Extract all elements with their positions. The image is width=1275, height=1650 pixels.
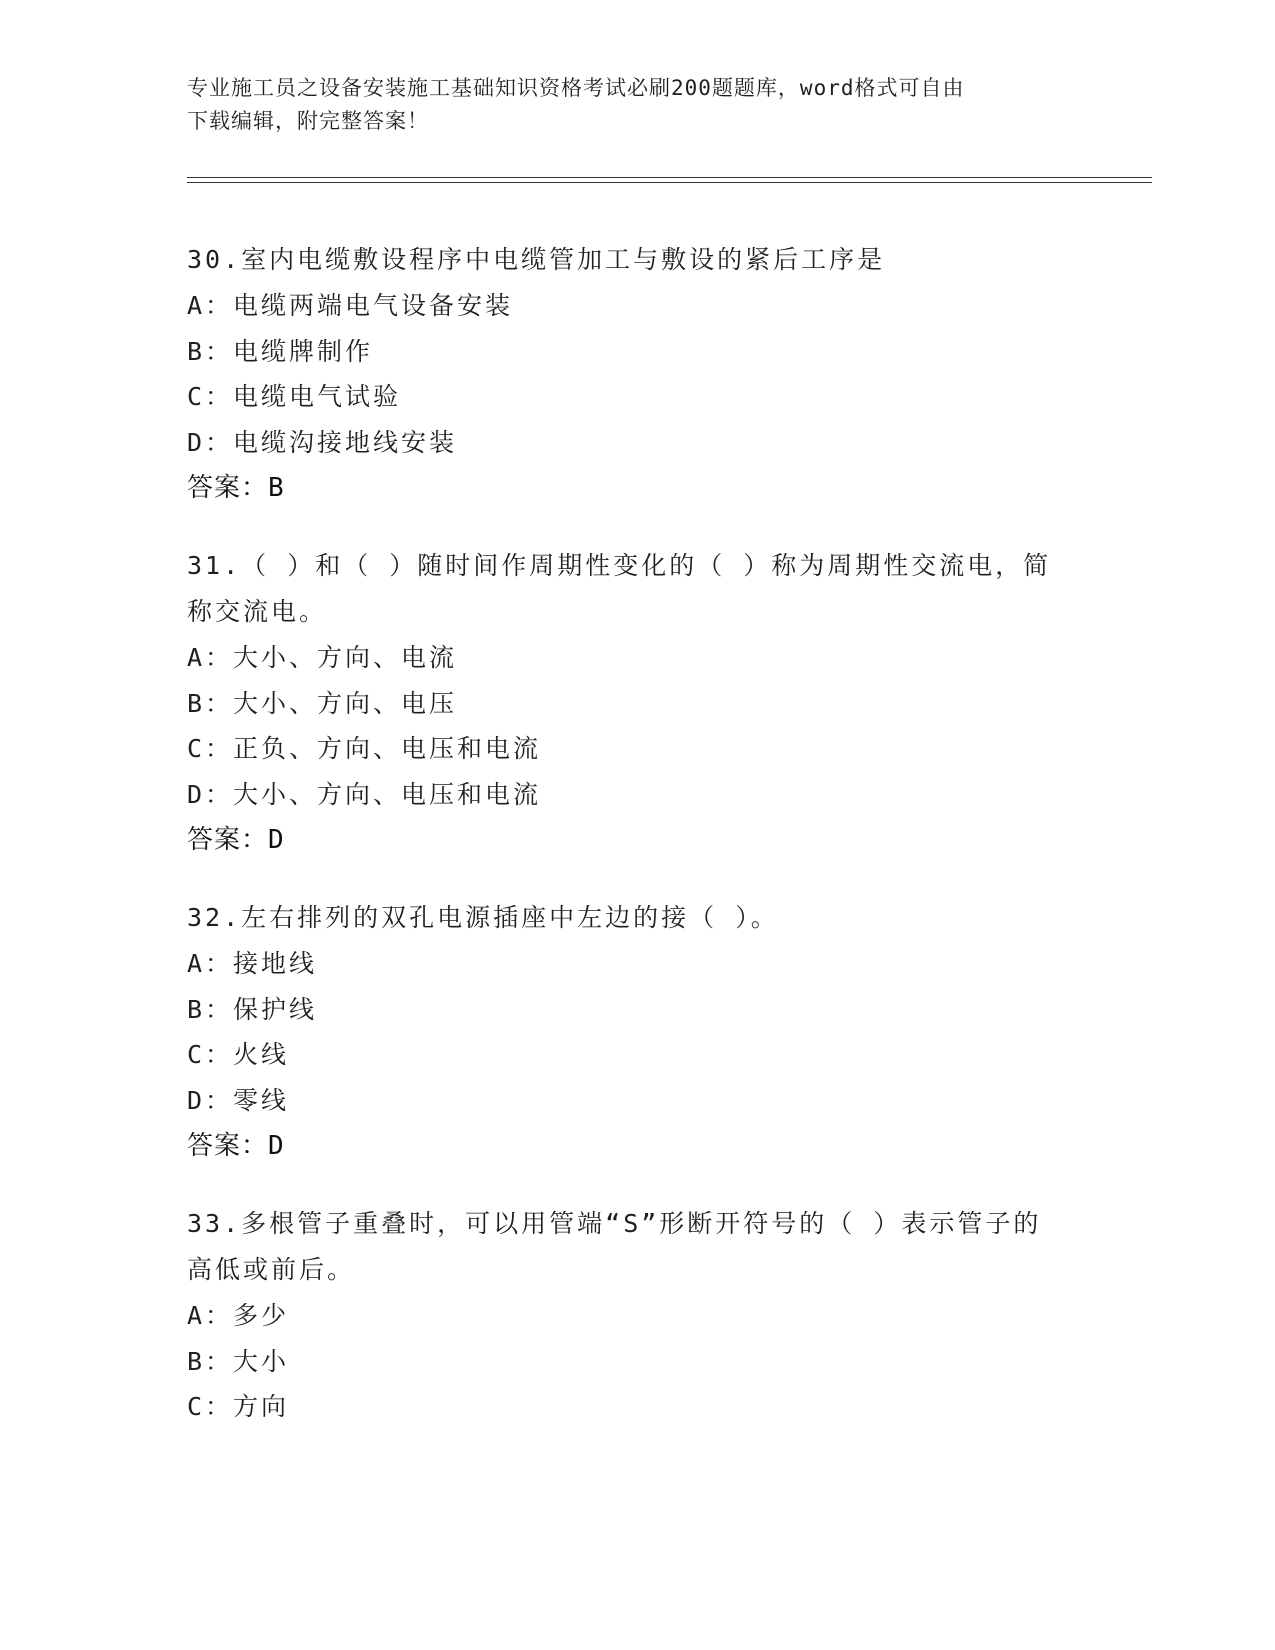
option-c: C：正负、方向、电压和电流 (187, 734, 542, 763)
option-a: A：多少 (187, 1301, 290, 1330)
question-text: 31.（ ）和（ ）随时间作周期性变化的（ ）称为周期性交流电，简 (187, 551, 1052, 580)
option-d: D：大小、方向、电压和电流 (187, 779, 542, 809)
option-d: D：零线 (187, 1085, 290, 1115)
option-b: B：大小、方向、电压 (187, 688, 458, 718)
option-c: C：方向 (187, 1392, 290, 1421)
question-text: 32.左右排列的双孔电源插座中左边的接（ ）。 (187, 903, 779, 932)
question-list (187, 237, 1087, 1462)
option-c: C：火线 (187, 1040, 290, 1069)
header-line-2: 下载编辑，附完整答案！ (187, 109, 429, 133)
header-line-1: 专业施工员之设备安装施工基础知识资格考试必刷200题题库，word格式可自由 (187, 76, 965, 100)
header-divider-bottom (187, 182, 1152, 183)
question-text: 30.室内电缆敷设程序中电缆管加工与敷设的紧后工序是 (187, 245, 886, 274)
option-a: A：电缆两端电气设备安装 (187, 291, 514, 320)
question-33 (187, 1201, 1087, 1430)
header-divider-top (187, 177, 1152, 178)
question-text-continued: 高低或前后。 (187, 1255, 356, 1284)
question-text-continued: 称交流电。 (187, 597, 328, 626)
question-32 (187, 895, 1087, 1169)
question-31 (187, 543, 1087, 863)
answer-line (187, 465, 1087, 511)
answer-label: 答案： (187, 825, 269, 855)
answer-label: 答案： (187, 1131, 269, 1161)
option-a: A：大小、方向、电流 (187, 643, 458, 672)
answer-label: 答案： (187, 473, 269, 503)
answer-line (187, 1123, 1087, 1169)
answer-value: B (268, 473, 285, 503)
option-d: D：电缆沟接地线安装 (187, 427, 458, 457)
answer-line (187, 817, 1087, 863)
question-30 (187, 237, 1087, 511)
answer-value: D (268, 1131, 285, 1161)
option-b: B：大小 (187, 1346, 290, 1376)
option-b: B：电缆牌制作 (187, 336, 374, 366)
option-b: B：保护线 (187, 994, 318, 1024)
document-header (187, 72, 1067, 138)
option-c: C：电缆电气试验 (187, 382, 402, 411)
option-a: A：接地线 (187, 949, 318, 978)
question-text: 33.多根管子重叠时，可以用管端“S”形断开符号的（ ）表示管子的 (187, 1209, 1042, 1238)
answer-value: D (268, 825, 285, 855)
